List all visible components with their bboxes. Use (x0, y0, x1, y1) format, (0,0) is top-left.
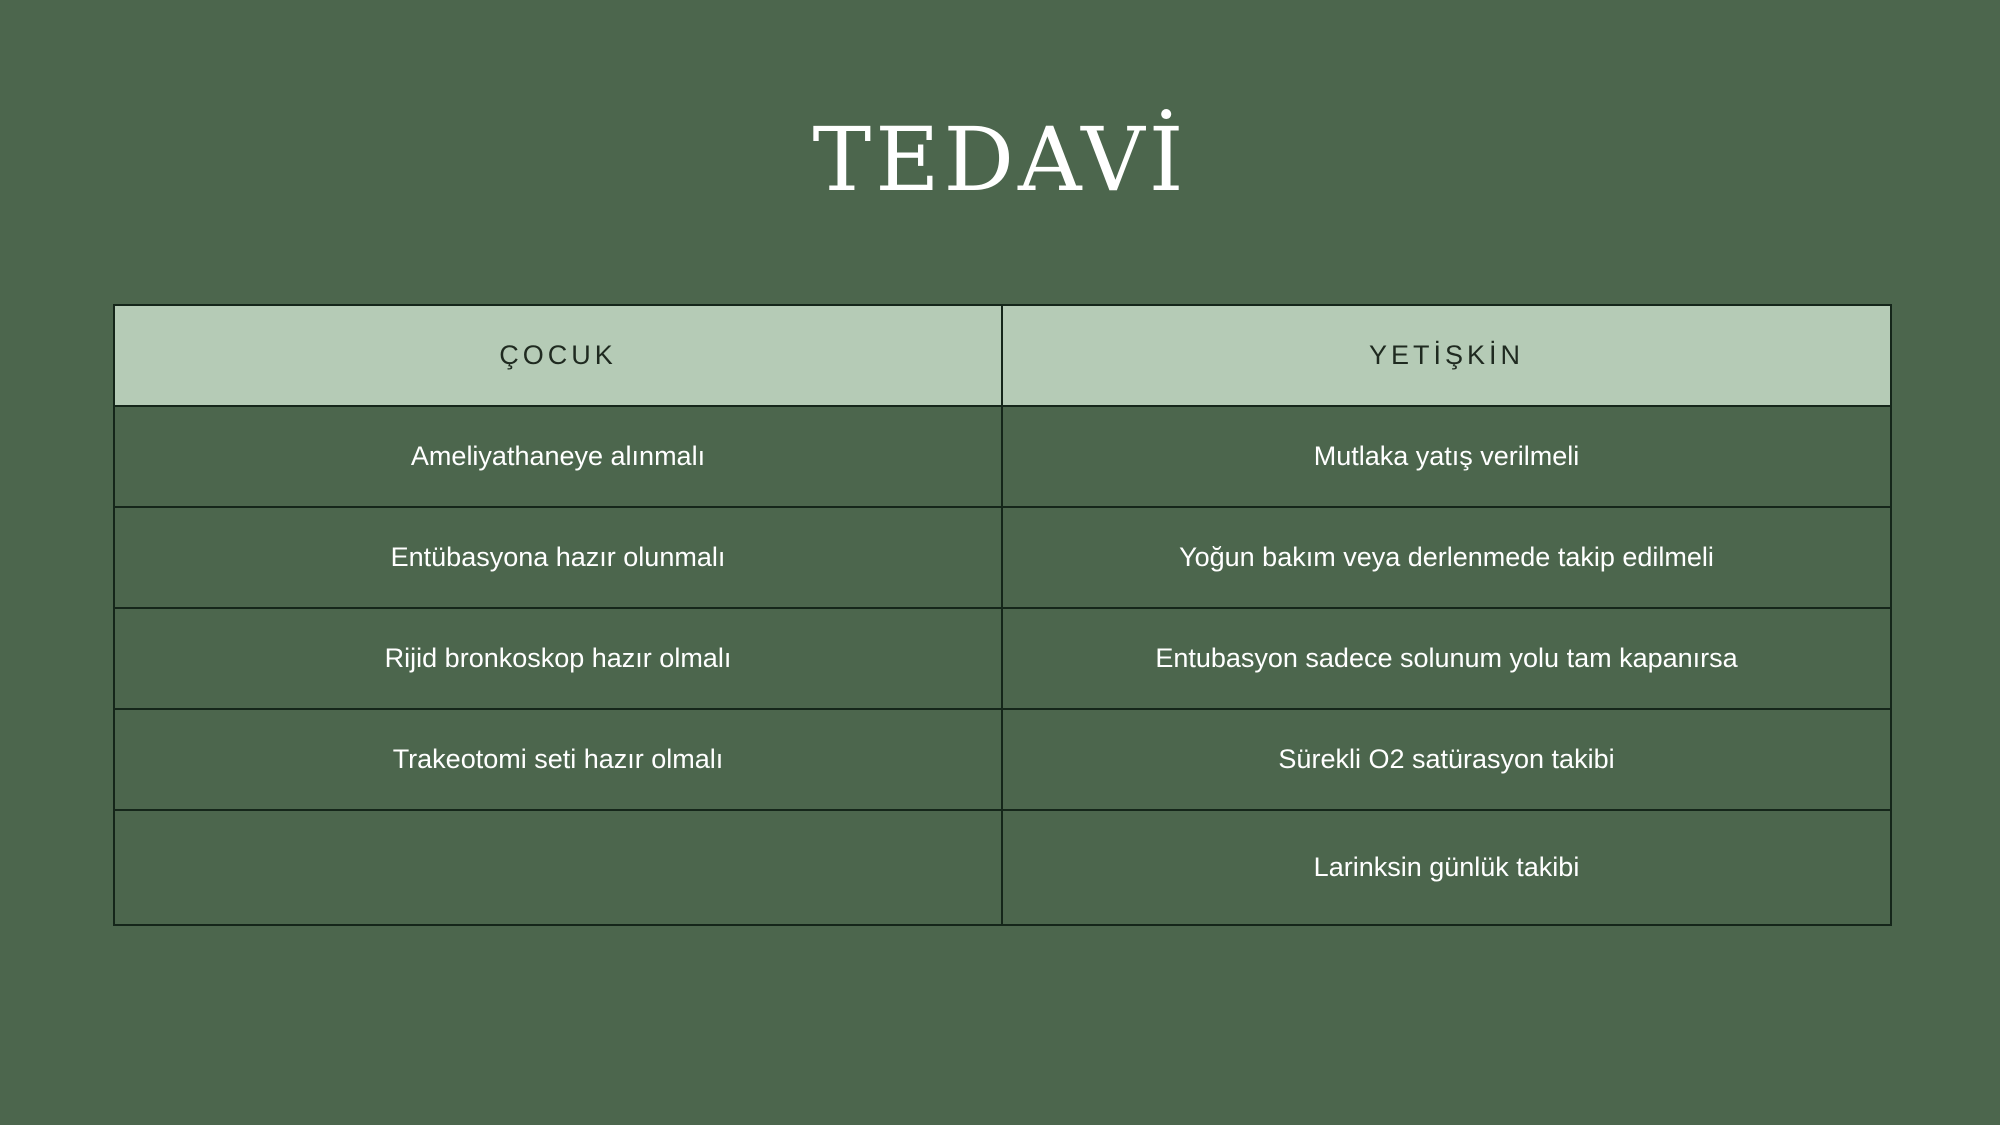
header-adult: YETİŞKİN (1002, 305, 1891, 406)
header-child: ÇOCUK (114, 305, 1002, 406)
cell-adult: Sürekli O2 satürasyon takibi (1002, 709, 1891, 810)
cell-child: Entübasyona hazır olunmalı (114, 507, 1002, 608)
cell-child: Trakeotomi seti hazır olmalı (114, 709, 1002, 810)
slide-title: TEDAVİ (812, 108, 1188, 211)
treatment-table (113, 304, 1892, 926)
table-row (114, 810, 1891, 925)
cell-adult: Yoğun bakım veya derlenmede takip edilmeli (1002, 507, 1891, 608)
cell-child: Rijid bronkoskop hazır olmalı (114, 608, 1002, 709)
cell-child (114, 810, 1002, 925)
table-row (114, 507, 1891, 608)
table-row (114, 406, 1891, 507)
cell-adult: Entubasyon sadece solunum yolu tam kapanırsa (1002, 608, 1891, 709)
table-row (114, 608, 1891, 709)
table-row (114, 709, 1891, 810)
table-header-row (114, 305, 1891, 406)
cell-child: Ameliyathaneye alınmalı (114, 406, 1002, 507)
cell-adult: Mutlaka yatış verilmeli (1002, 406, 1891, 507)
cell-adult: Larinksin günlük takibi (1002, 810, 1891, 925)
